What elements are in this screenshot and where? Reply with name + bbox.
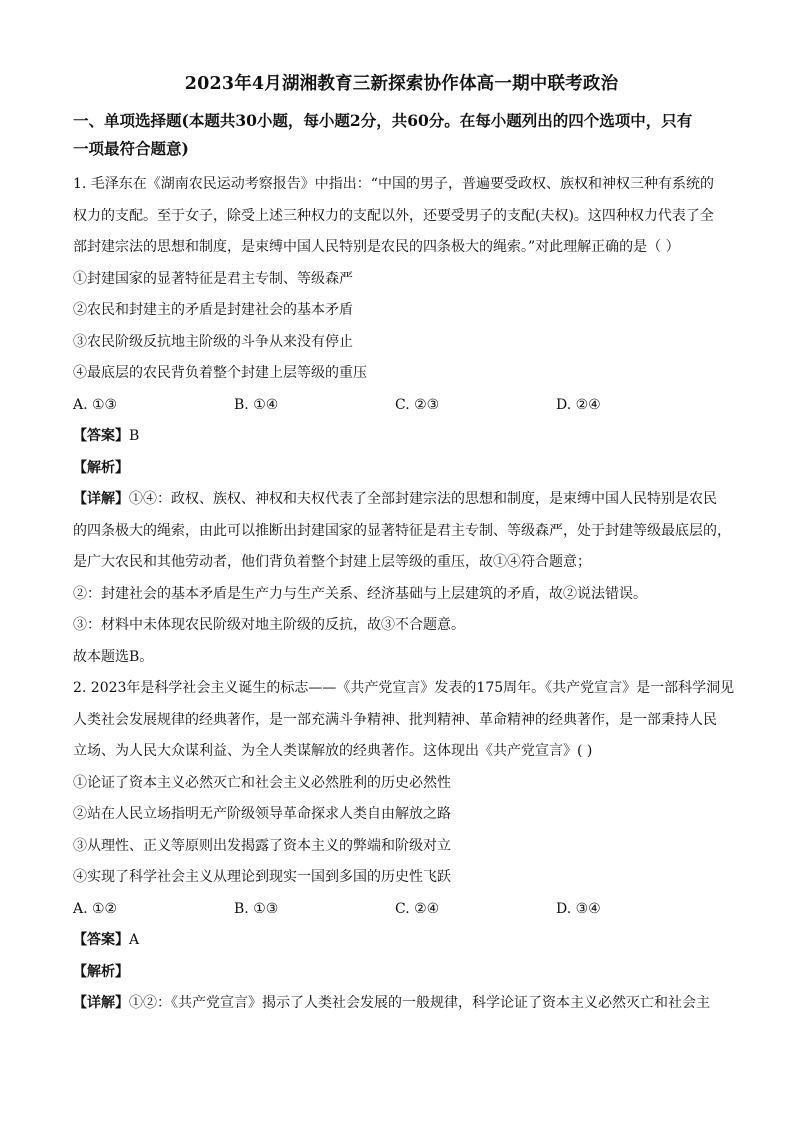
option-d: D. ③④ (556, 900, 601, 917)
question-2 (73, 673, 735, 1020)
answer-line (73, 421, 730, 453)
option-b: B. ①④ (234, 396, 279, 413)
option-d: D. ②④ (556, 396, 601, 413)
statement-item: ④实现了科学社会主义从理论到现实一国到多国的历史性飞跃 (73, 869, 451, 885)
option-a: A. ①③ (73, 396, 118, 413)
question-stem-line: 1. 毛泽东在《湖南农民运动考察报告》中指出：“中国的男子，普遍要受政权、族权和神权三种有系统的 (73, 176, 714, 192)
answer-options (73, 390, 730, 422)
section-heading (73, 107, 730, 163)
answer-value: A (129, 932, 140, 948)
statement-item: ②农民和封建主的矛盾是封建社会的基本矛盾 (73, 302, 353, 318)
detail-line: 的四条极大的绳索，由此可以推断出封建国家的显著特征是君主专制、等级森严，处于封建等级最底层的， (73, 522, 731, 539)
statement-item: ③农民阶级反抗地主阶级的斗争从来没有停止 (73, 333, 353, 350)
question-stem-line: 部封建宗法的思想和制度，是束缚中国人民特别是农民的四条极大的绳索。”对此理解正确的是（ ） (73, 239, 680, 255)
detail-line: ③：材料中未体现农民阶级对地主阶级的反抗，故③不合题意。 (73, 617, 465, 633)
question-stem-line: 人类社会发展规律的经典著作，是一部充满斗争精神、批判精神、革命精神的经典著作，是一部秉持人民 (73, 711, 717, 728)
detail-line: 【详解】①④：政权、族权、神权和夫权代表了全部封建宗法的思想和制度，是束缚中国人民特别是农民 (73, 491, 717, 507)
statement-item: ②站在人民立场指明无产阶级领导革命探求人类自由解放之路 (73, 806, 451, 822)
analysis-tag: 【解析】 (73, 459, 129, 476)
detail-line: ②：封建社会的基本矛盾是生产力与生产关系、经济基础与上层建筑的矛盾，故②说法错误。 (73, 585, 647, 602)
detail-line: 故本题选B。 (73, 648, 154, 665)
option-b: B. ①③ (234, 900, 279, 917)
detail-line: 是广大农民和其他劳动者，他们背负着整个封建上层等级的重压，故①④符合题意； (73, 554, 591, 570)
statement-item: ①封建国家的显著特征是君主专制、等级森严 (73, 270, 353, 287)
question-stem-line: 权力的支配。至于女子，除受上述三种权力的支配以外，还要受男子的支配(夫权)。这四种权力代表了全 (73, 207, 714, 224)
answer-options (73, 894, 730, 926)
detail-line: 【详解】①②：《共产党宣言》揭示了人类社会发展的一般规律，科学论证了资本主义必然灭亡和社会主 (73, 995, 710, 1011)
statement-item: ④最底层的农民背负着整个封建上层等级的重压 (73, 365, 367, 381)
option-c: C. ②③ (395, 396, 440, 413)
detail-tag: 【详解】 (73, 995, 129, 1011)
question-stem-line: 2. 2023年是科学社会主义诞生的标志——《共产党宣言》发表的175周年。《共产党宣言》是一部科学洞见 (73, 680, 735, 696)
question-stem-line: 立场、为人民大众谋利益、为全人类谋解放的经典著作。这体现出《共产党宣言》( ) (73, 743, 593, 759)
answer-value: B (129, 428, 140, 444)
statement-item: ③从理性、正义等原则出发揭露了资本主义的弊端和阶级对立 (73, 837, 451, 854)
statement-item: ①论证了资本主义必然灭亡和社会主义必然胜利的历史必然性 (73, 774, 451, 791)
answer-tag: 【答案】 (73, 932, 129, 948)
question-1 (73, 169, 730, 673)
option-c: C. ②④ (395, 900, 440, 917)
detail-tag: 【详解】 (73, 491, 129, 507)
answer-line (73, 925, 730, 957)
section-heading-line: 一项最符合题意) (73, 139, 189, 158)
section-heading-line: 一、单项选择题(本题共30小题，每小题2分，共60分。在每小题列出的四个选项中，只有 (73, 111, 693, 130)
document-title: 2023年4月湖湘教育三新探索协作体高一期中联考政治 (184, 74, 619, 94)
analysis-tag: 【解析】 (73, 963, 129, 980)
option-a: A. ①② (73, 900, 118, 917)
answer-tag: 【答案】 (73, 428, 129, 444)
